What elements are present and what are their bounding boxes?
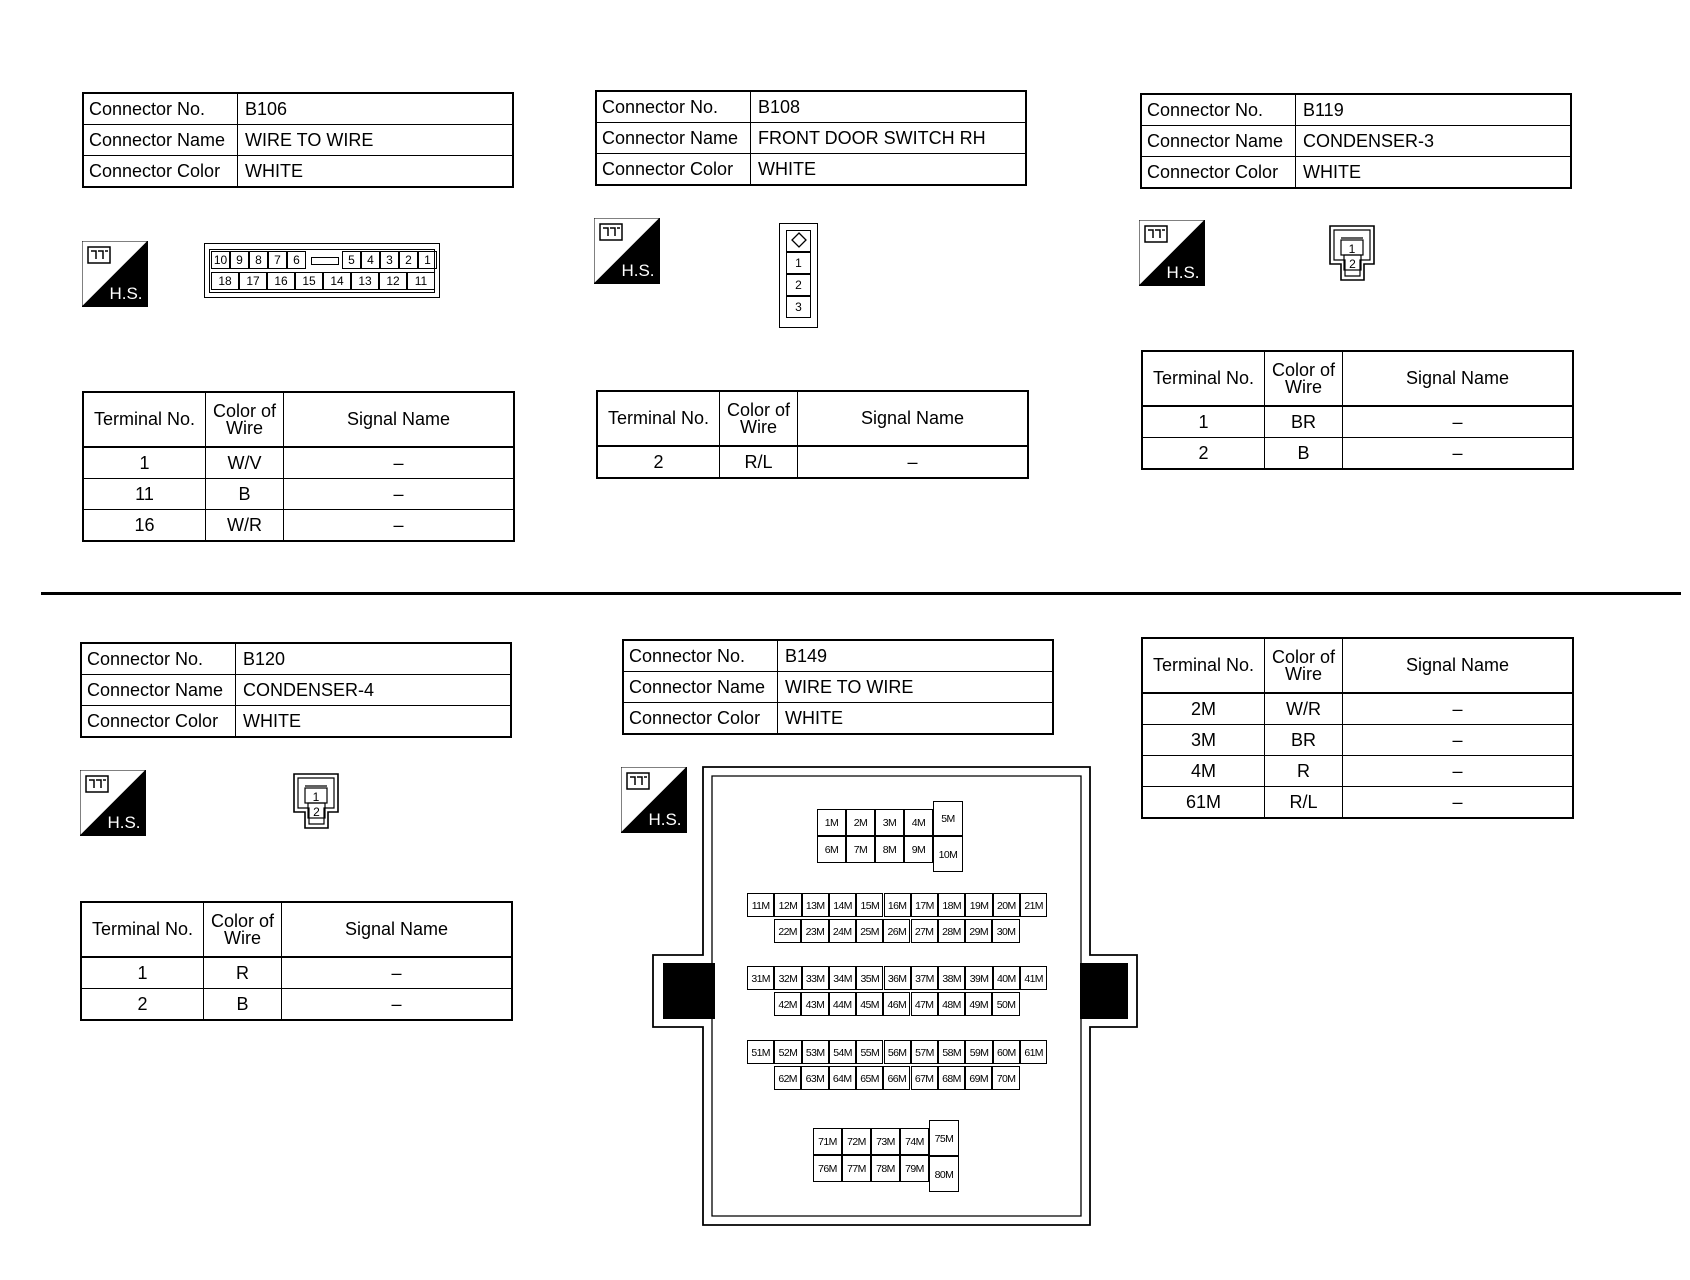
wire-color-header: Color of Wire <box>720 391 798 446</box>
pin-cell: 67M <box>911 1066 938 1090</box>
pin-cell: 72M <box>842 1128 871 1155</box>
hs-label: H.S. <box>648 810 682 829</box>
signal-name-cell: – <box>284 447 515 479</box>
terminal-no-cell: 16 <box>83 510 206 542</box>
pin-cell: 35M <box>856 966 883 990</box>
pin-18: 18 <box>211 272 239 290</box>
pin-cell: 27M <box>911 919 938 943</box>
pin-13: 13 <box>351 272 379 290</box>
pin-15: 15 <box>295 272 323 290</box>
pin-3: 3 <box>380 251 399 269</box>
pin-9: 9 <box>230 251 249 269</box>
terminal-row <box>83 479 514 510</box>
pin-cell: 33M <box>802 966 829 990</box>
pin-cell: 11M <box>747 893 774 917</box>
pin-cell: 2M <box>846 809 875 836</box>
connector-name-value: CONDENSER-4 <box>236 675 512 706</box>
pin-cell: 6M <box>817 836 846 863</box>
pin-cell: 62M <box>774 1066 801 1090</box>
pin-cell: 23M <box>801 919 828 943</box>
wire-color-cell: R <box>1265 756 1343 787</box>
label-connector-no: Connector No. <box>623 640 778 672</box>
pin-cell: 80M <box>929 1156 959 1192</box>
signal-name-cell: – <box>798 446 1029 478</box>
wire-color-cell: R/L <box>720 446 798 478</box>
signal-name-cell: – <box>284 510 515 542</box>
terminal-row <box>83 510 514 542</box>
wire-color-cell: B <box>1265 438 1343 470</box>
pin-2: 2 <box>786 274 811 296</box>
left-lock-tab <box>663 963 715 1019</box>
harness-side-icon <box>82 241 148 307</box>
terminal-no-header: Terminal No. <box>83 392 206 447</box>
pin-cell: 79M <box>900 1155 929 1182</box>
connector-name-value: WIRE TO WIRE <box>778 672 1054 703</box>
pin-cell: 36M <box>884 966 911 990</box>
pin-cell: 22M <box>774 919 801 943</box>
connector-info-b149 <box>622 639 1054 735</box>
terminal-no-cell: 4M <box>1142 756 1265 787</box>
pin-17: 17 <box>239 272 267 290</box>
connector-info-b119 <box>1140 93 1572 189</box>
connector-no-value: B119 <box>1296 94 1572 126</box>
harness-side-icon <box>1139 220 1205 286</box>
connector-name-value: WIRE TO WIRE <box>238 125 514 156</box>
pin-cell: 61M <box>1020 1040 1047 1064</box>
harness-side-icon <box>594 218 660 284</box>
pin-cell: 4M <box>904 809 933 836</box>
signal-name-header: Signal Name <box>282 902 513 957</box>
pin-1: 1 <box>1348 242 1356 256</box>
label-connector-name: Connector Name <box>81 675 236 706</box>
pin-cell: 16M <box>884 893 911 917</box>
pin-1: 1 <box>786 252 811 274</box>
terminal-row <box>1142 725 1573 756</box>
pin-8: 8 <box>249 251 268 269</box>
terminal-row <box>597 446 1028 478</box>
terminal-no-cell: 1 <box>1142 406 1265 438</box>
pin-1: 1 <box>312 790 320 804</box>
hs-label: H.S. <box>107 813 141 832</box>
label-connector-name: Connector Name <box>83 125 238 156</box>
pin-cell: 49M <box>965 992 992 1016</box>
signal-name-cell: – <box>284 479 515 510</box>
pin-cell: 14M <box>829 893 856 917</box>
signal-name-header: Signal Name <box>1343 638 1574 693</box>
hs-label: H.S. <box>1166 263 1200 282</box>
pin-cell: 65M <box>856 1066 883 1090</box>
pin-cell: 52M <box>774 1040 801 1064</box>
signal-name-cell: – <box>1343 406 1574 438</box>
pin-cell: 30M <box>992 919 1019 943</box>
signal-name-cell: – <box>1343 787 1574 819</box>
connector-info-b106 <box>82 92 514 188</box>
terminal-no-cell: 2 <box>1142 438 1265 470</box>
pin-cell: 21M <box>1020 893 1047 917</box>
pin-cell: 20M <box>993 893 1020 917</box>
wire-color-cell: R <box>204 957 282 989</box>
pin-cell: 60M <box>993 1040 1020 1064</box>
harness-side-icon <box>80 770 146 836</box>
terminal-no-cell: 2 <box>81 989 204 1021</box>
pin-cell: 18M <box>938 893 965 917</box>
pin-cell: 42M <box>774 992 801 1016</box>
terminal-table-b108 <box>596 390 1029 479</box>
connector-name-value: CONDENSER-3 <box>1296 126 1572 157</box>
pin-cell: 53M <box>802 1040 829 1064</box>
terminal-no-cell: 1 <box>83 447 206 479</box>
pin-cell: 17M <box>911 893 938 917</box>
pin-7: 7 <box>268 251 287 269</box>
wire-color-header: Color of Wire <box>1265 638 1343 693</box>
pin-cell: 71M <box>813 1128 842 1155</box>
pin-cell: 51M <box>747 1040 774 1064</box>
pin-12: 12 <box>379 272 407 290</box>
terminal-row <box>81 957 512 989</box>
pin-cell: 64M <box>829 1066 856 1090</box>
wire-color-cell: BR <box>1265 725 1343 756</box>
pin-cell: 54M <box>829 1040 856 1064</box>
connector-color-value: WHITE <box>1296 157 1572 189</box>
wire-color-header: Color of Wire <box>1265 351 1343 406</box>
pin-4: 4 <box>361 251 380 269</box>
connector-no-value: B120 <box>236 643 512 675</box>
label-connector-color: Connector Color <box>596 154 751 186</box>
label-connector-color: Connector Color <box>623 703 778 735</box>
terminal-row <box>81 989 512 1021</box>
terminal-table-b119 <box>1141 350 1574 470</box>
pin-5: 5 <box>342 251 361 269</box>
pin-cell: 63M <box>801 1066 828 1090</box>
pin-cell: 56M <box>884 1040 911 1064</box>
terminal-no-cell: 2M <box>1142 693 1265 725</box>
pin-cell: 19M <box>965 893 992 917</box>
connector-face-b119 <box>1328 224 1378 284</box>
pin-cell: 8M <box>875 836 904 863</box>
pin-cell: 25M <box>856 919 883 943</box>
wire-color-cell: R/L <box>1265 787 1343 819</box>
right-lock-tab <box>1080 963 1128 1019</box>
pin-cell: 31M <box>747 966 774 990</box>
pin-2: 2 <box>1349 257 1356 271</box>
connector-info-b108 <box>595 90 1027 186</box>
pin-cell: 1M <box>817 809 846 836</box>
pin-cell: 77M <box>842 1155 871 1182</box>
terminal-no-cell: 1 <box>81 957 204 989</box>
pin-cell: 44M <box>829 992 856 1016</box>
signal-name-header: Signal Name <box>798 391 1029 446</box>
pin-10: 10 <box>211 251 230 269</box>
diamond-key-icon <box>789 231 809 249</box>
pin-cell: 32M <box>774 966 801 990</box>
pin-cell: 45M <box>856 992 883 1016</box>
pin-cell: 70M <box>992 1066 1019 1090</box>
pin-cell: 40M <box>993 966 1020 990</box>
hs-label: H.S. <box>109 284 143 303</box>
signal-name-cell: – <box>1343 756 1574 787</box>
signal-name-cell: – <box>1343 693 1574 725</box>
pin-cell: 48M <box>938 992 965 1016</box>
pin-cell: 47M <box>911 992 938 1016</box>
key-cell <box>786 230 811 252</box>
pin-cell: 10M <box>933 836 963 872</box>
wire-color-cell: W/R <box>206 510 284 542</box>
pin-cell: 74M <box>900 1128 929 1155</box>
pin-cell: 29M <box>965 919 992 943</box>
connector-color-value: WHITE <box>238 156 514 188</box>
pin-cell: 34M <box>829 966 856 990</box>
terminal-table-b106 <box>82 391 515 542</box>
label-connector-no: Connector No. <box>83 93 238 125</box>
terminal-no-cell: 2 <box>597 446 720 478</box>
terminal-row <box>1142 438 1573 470</box>
pin-cell: 28M <box>938 919 965 943</box>
pin-cell: 55M <box>856 1040 883 1064</box>
label-connector-color: Connector Color <box>1141 157 1296 189</box>
pin-cell: 13M <box>802 893 829 917</box>
pin-cell: 69M <box>965 1066 992 1090</box>
pin-cell: 39M <box>965 966 992 990</box>
pin-cell: 76M <box>813 1155 842 1182</box>
signal-name-cell: – <box>282 989 513 1021</box>
wire-color-cell: B <box>204 989 282 1021</box>
pin-cell: 9M <box>904 836 933 863</box>
pin-cell: 58M <box>938 1040 965 1064</box>
connector-color-value: WHITE <box>751 154 1027 186</box>
terminal-no-cell: 3M <box>1142 725 1265 756</box>
pin-cell: 41M <box>1020 966 1047 990</box>
pin-1: 1 <box>418 251 437 269</box>
section-divider <box>41 592 1681 595</box>
wire-color-cell: BR <box>1265 406 1343 438</box>
pin-2: 2 <box>313 805 320 819</box>
connector-face-b108 <box>779 223 818 328</box>
pin-11: 11 <box>407 272 435 290</box>
connector-face-b106 <box>204 243 440 298</box>
terminal-no-cell: 61M <box>1142 787 1265 819</box>
pin-14: 14 <box>323 272 351 290</box>
connector-info-b120 <box>80 642 512 738</box>
pin-3: 3 <box>786 296 811 318</box>
label-connector-name: Connector Name <box>596 123 751 154</box>
wire-color-cell: W/V <box>206 447 284 479</box>
connector-color-value: WHITE <box>236 706 512 738</box>
pin-cell: 38M <box>938 966 965 990</box>
label-connector-no: Connector No. <box>1141 94 1296 126</box>
pin-2: 2 <box>399 251 418 269</box>
terminal-row <box>1142 787 1573 819</box>
pin-16: 16 <box>267 272 295 290</box>
pin-cell: 15M <box>856 893 883 917</box>
wire-color-cell: W/R <box>1265 693 1343 725</box>
pin-cell: 3M <box>875 809 904 836</box>
pin-6: 6 <box>287 251 306 269</box>
pin-cell: 73M <box>871 1128 900 1155</box>
signal-name-cell: – <box>1343 438 1574 470</box>
pin-cell: 57M <box>911 1040 938 1064</box>
signal-name-header: Signal Name <box>284 392 515 447</box>
label-connector-name: Connector Name <box>623 672 778 703</box>
signal-name-cell: – <box>1343 725 1574 756</box>
terminal-row <box>83 447 514 479</box>
label-connector-no: Connector No. <box>596 91 751 123</box>
wire-color-header: Color of Wire <box>206 392 284 447</box>
pin-cell: 46M <box>883 992 910 1016</box>
terminal-row <box>1142 693 1573 725</box>
terminal-no-header: Terminal No. <box>1142 638 1265 693</box>
pin-cell: 78M <box>871 1155 900 1182</box>
pin-cell: 75M <box>929 1120 959 1156</box>
pin-cell: 12M <box>774 893 801 917</box>
wire-color-cell: B <box>206 479 284 510</box>
signal-name-cell: – <box>282 957 513 989</box>
pin-cell: 43M <box>801 992 828 1016</box>
terminal-table-b120 <box>80 901 513 1021</box>
pin-cell: 26M <box>883 919 910 943</box>
connector-no-value: B108 <box>751 91 1027 123</box>
connector-name-value: FRONT DOOR SWITCH RH <box>751 123 1027 154</box>
connector-no-value: B106 <box>238 93 514 125</box>
terminal-row <box>1142 756 1573 787</box>
terminal-no-header: Terminal No. <box>81 902 204 957</box>
pin-cell: 37M <box>911 966 938 990</box>
pin-cell: 50M <box>992 992 1019 1016</box>
connector-face-b120 <box>292 772 342 832</box>
signal-name-header: Signal Name <box>1343 351 1574 406</box>
label-connector-name: Connector Name <box>1141 126 1296 157</box>
wire-color-header: Color of Wire <box>204 902 282 957</box>
label-connector-color: Connector Color <box>83 156 238 188</box>
terminal-no-cell: 11 <box>83 479 206 510</box>
hs-label: H.S. <box>621 261 655 280</box>
pin-cell: 66M <box>883 1066 910 1090</box>
terminal-table-b149 <box>1141 637 1574 819</box>
terminal-no-header: Terminal No. <box>597 391 720 446</box>
connector-no-value: B149 <box>778 640 1054 672</box>
pin-cell: 24M <box>829 919 856 943</box>
terminal-no-header: Terminal No. <box>1142 351 1265 406</box>
pin-cell: 5M <box>933 801 963 836</box>
terminal-row <box>1142 406 1573 438</box>
label-connector-color: Connector Color <box>81 706 236 738</box>
label-connector-no: Connector No. <box>81 643 236 675</box>
pin-cell: 68M <box>938 1066 965 1090</box>
key-slot <box>306 251 342 269</box>
pin-cell: 59M <box>965 1040 992 1064</box>
connector-color-value: WHITE <box>778 703 1054 735</box>
pin-cell: 7M <box>846 836 875 863</box>
